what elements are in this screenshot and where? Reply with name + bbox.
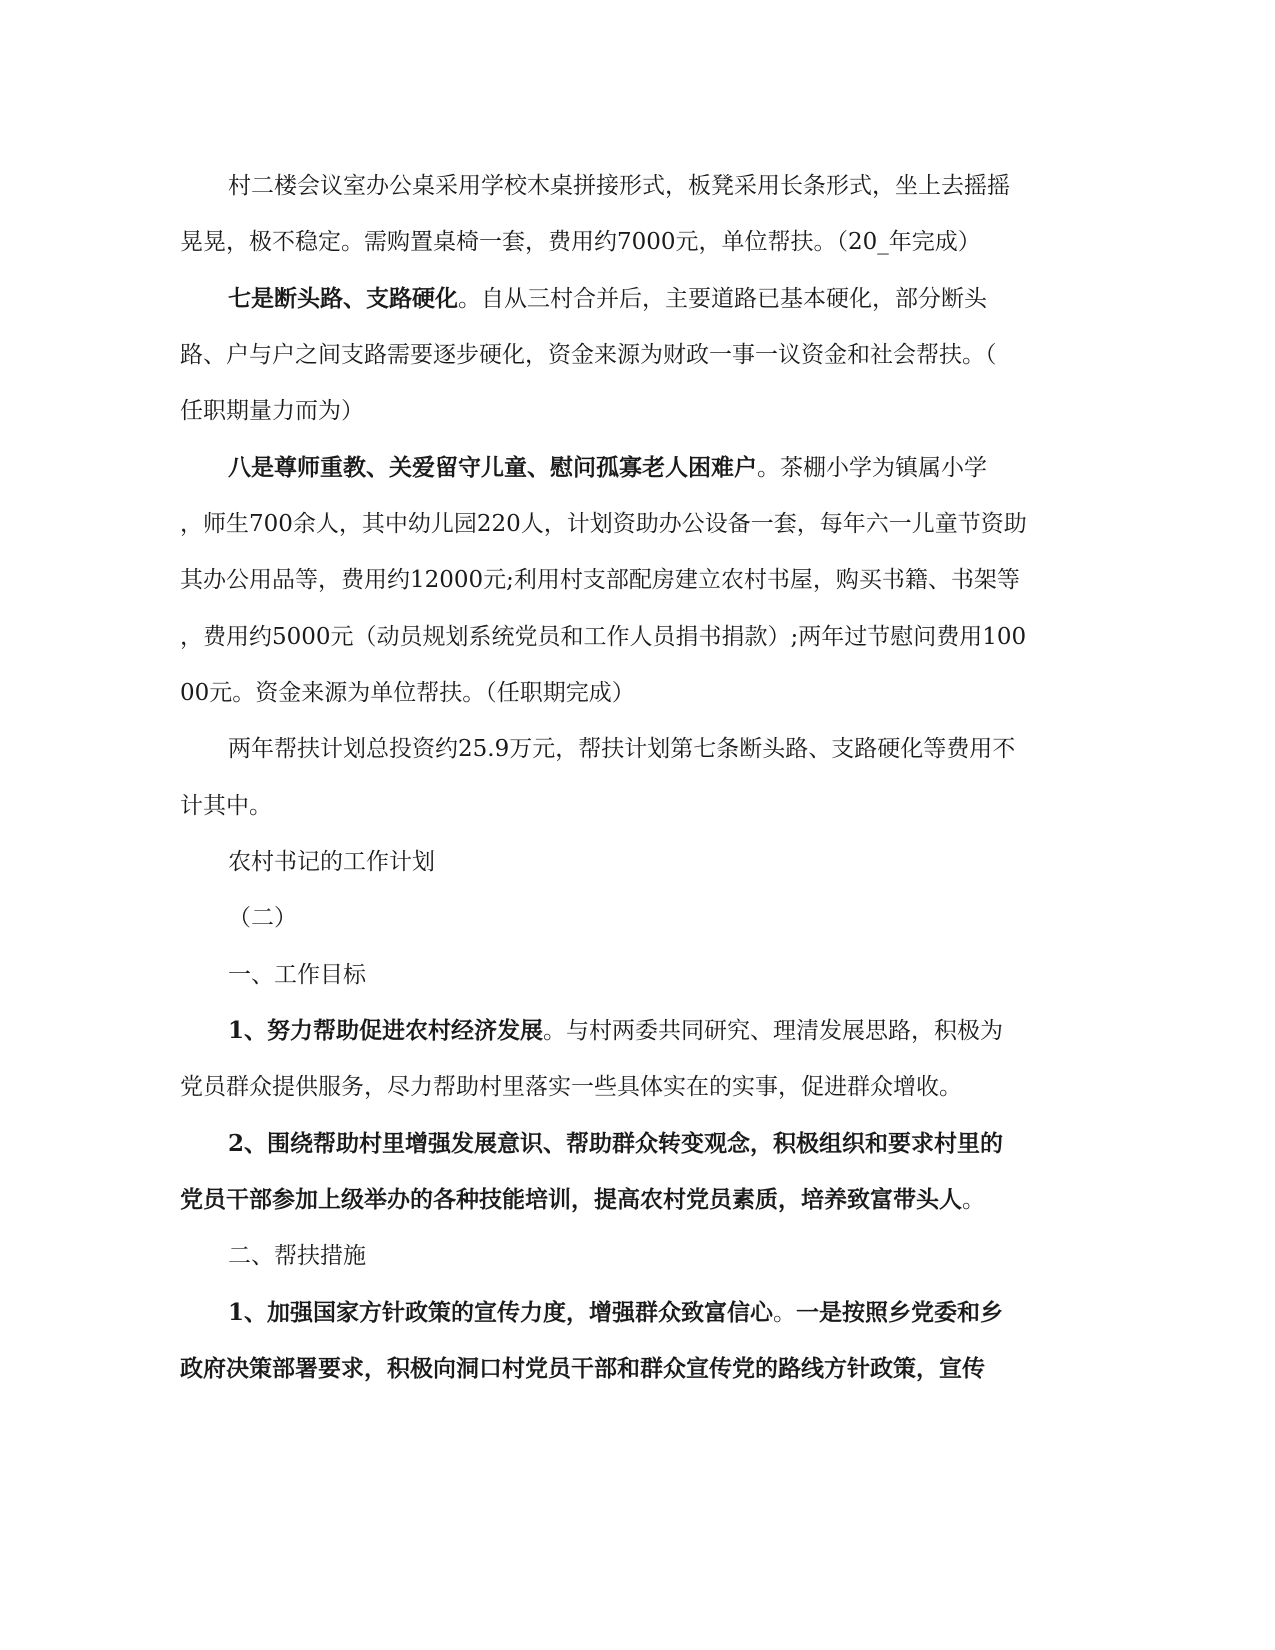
text-line [228,734,1015,764]
text-line [228,453,987,483]
text-line [228,171,1010,201]
text-line [180,1354,985,1384]
text-run: （二） [228,905,297,931]
section-number [228,903,297,933]
text-line [180,1072,962,1102]
text-line [180,227,981,257]
text-run: 。茶棚小学为镇属小学 [757,455,987,481]
text-line [228,284,987,314]
text-line [228,1129,1003,1159]
text-run: 党员群众提供服务，尽力帮助村里落实一些具体实在的实事，促进群众增收。 [180,1074,962,1100]
text-run: 。自从三村合并后，主要道路已基本硬化，部分断头 [458,286,987,312]
text-line [180,1185,985,1215]
text-run: 村二楼会议室办公桌采用学校木桌拼接形式，板凳采用长条形式，坐上去摇摇 [228,173,1010,199]
section-title [228,847,435,877]
text-line [228,1298,1003,1328]
text-run: 计其中。 [180,793,272,819]
bold-heading-run: 七是断头路、支路硬化 [228,285,458,312]
text-run: 路、户与户之间支路需要逐步硬化，资金来源为财政一事一议资金和社会帮扶。（ [180,342,997,368]
bold-heading-run: 2、围绕帮助村里增强发展意识、帮助群众转变观念，积极组织和要求村里的 [228,1130,1004,1157]
bold-heading-run: 1、加强国家方针政策的宣传力度，增强群众致富信心 [228,1299,774,1326]
text-run: 。 [962,1187,985,1213]
text-line [180,340,997,370]
text-run: 任职期量力而为） [180,398,364,424]
text-run: 晃晃，极不稳定。需购置桌椅一套，费用约7000元，单位帮扶。（20_年完成） [180,229,981,255]
bold-heading-run: 八是尊师重教、关爱留守儿童、慰问孤寡老人困难户 [228,454,757,481]
text-run: 两年帮扶计划总投资约25.9万元，帮扶计划第七条断头路、支路硬化等费用不 [228,736,1016,762]
text-line [228,1016,1003,1046]
text-line [180,791,272,821]
section-heading [228,960,366,990]
text-line [180,509,1027,539]
text-run: 00元。资金来源为单位帮扶。（任职期完成） [180,680,635,706]
text-run: 一、工作目标 [228,962,366,988]
text-line [180,565,1020,595]
text-run: ，师生700余人，其中幼儿园220人，计划资助办公设备一套，每年六一儿童节资助 [180,511,1027,537]
bold-heading-run: 1、努力帮助促进农村经济发展 [228,1017,544,1044]
text-run: 。与村两委共同研究、理清发展思路，积极为 [543,1018,1004,1044]
text-line [180,622,1026,652]
text-run: 。 [773,1300,797,1326]
bold-heading-run: 一是按照乡党委和乡 [796,1299,1004,1326]
text-line [180,678,635,708]
text-run: ，费用约5000元（动员规划系统党员和工作人员捐书捐款）;两年过节慰问费用100 [180,624,1027,650]
bold-heading-run: 党员干部参加上级举办的各种技能培训，提高农村党员素质，培养致富带头人 [180,1186,962,1213]
text-line [180,396,364,426]
text-run: 农村书记的工作计划 [228,849,435,875]
text-run: 其办公用品等，费用约12000元;利用村支部配房建立农村书屋，购买书籍、书架等 [180,567,1020,593]
text-run: 二、帮扶措施 [228,1243,366,1269]
bold-heading-run: 政府决策部署要求，积极向洞口村党员干部和群众宣传党的路线方针政策，宣传 [180,1355,985,1382]
section-heading [228,1241,366,1271]
